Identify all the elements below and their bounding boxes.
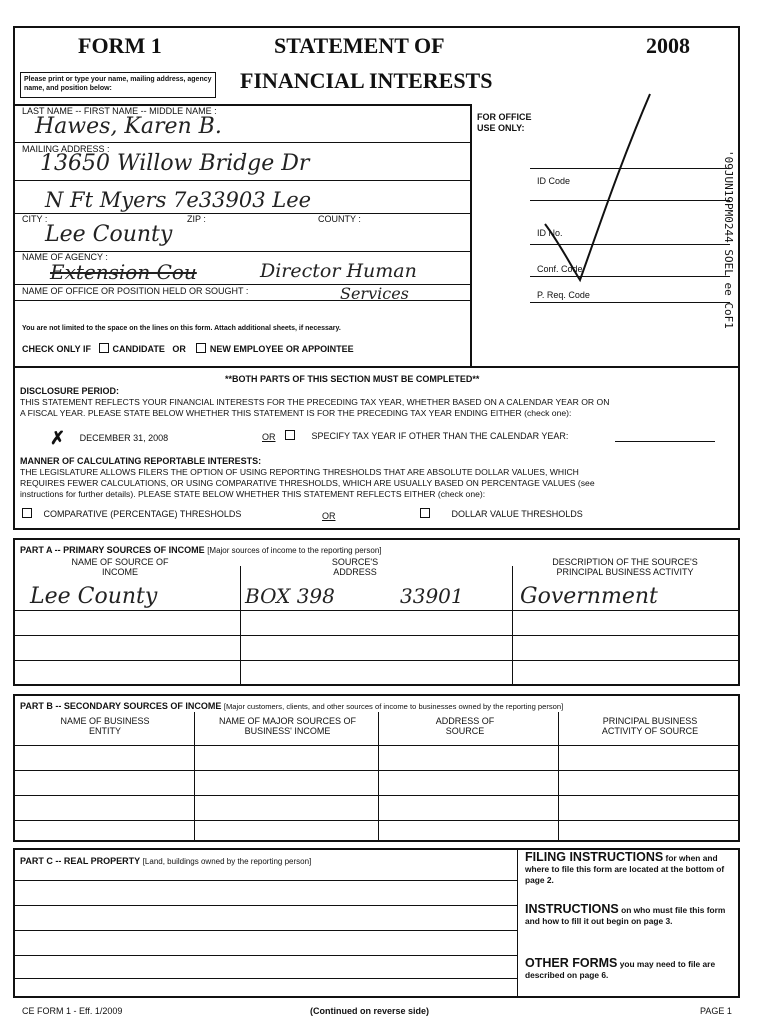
manner-text1: THE LEGISLATURE ALLOWS FILERS THE OPTION OF USING REPORTING THRESHOLDS THAT ARE ABSOLUTE DOLLAR VALUES, WHICH [20, 467, 579, 477]
filing-instructions [525, 852, 733, 886]
specify-label: SPECIFY TAX YEAR IF OTHER THAN THE CALENDAR YEAR: [311, 431, 569, 441]
part-a-subtitle: [Major sources of income to the reporting person] [207, 546, 382, 555]
filing-text: for when and where to file this form are located at the bottom of page 2. [525, 853, 725, 885]
received-stamp: '09JUN19PM0244 SOEL ee CoF1 [722, 150, 735, 329]
thresholds-or: OR [322, 511, 336, 521]
period-text1: THIS STATEMENT REFLECTS YOUR FINANCIAL INTERESTS FOR THE PRECEDING TAX YEAR, WHETHER BASED ON A CALENDAR YEAR OR ON [20, 397, 610, 407]
other-title: OTHER FORMS [525, 956, 618, 970]
part-c-heading [20, 856, 311, 866]
part-b-col4: PRINCIPAL BUSINESS ACTIVITY OF SOURCE [601, 716, 699, 736]
part-a-row1-addr[interactable]: BOX 398 [245, 584, 335, 608]
part-b-col3: ADDRESS OF SOURCE [435, 716, 495, 736]
form-year: 2008 [646, 33, 690, 58]
dollar-label: DOLLAR VALUE THRESHOLDS [451, 509, 583, 519]
office-use-label: FOR OFFICE USE ONLY: [477, 112, 532, 133]
agency-value[interactable]: Extension Cou [50, 260, 197, 284]
part-b-title: PART B -- SECONDARY SOURCES OF INCOME [20, 701, 222, 711]
agency-label: NAME OF AGENCY : [22, 252, 108, 262]
filing-title: FILING INSTRUCTIONS [525, 850, 664, 864]
form-number: FORM 1 [78, 33, 162, 58]
dec31-checkbox[interactable]: ✗ [50, 428, 66, 448]
dollar-row [420, 508, 583, 519]
form-title-line2: FINANCIAL INTERESTS [240, 68, 493, 93]
instructions-note [525, 904, 733, 927]
check-only-label: CHECK ONLY IF [22, 344, 92, 354]
print-note-box [20, 72, 216, 98]
space-note: You are not limited to the space on the lines on this form. Attach additional sheets, if necessary. [22, 325, 341, 332]
name-label: LAST NAME -- FIRST NAME -- MIDDLE NAME : [22, 106, 217, 116]
other-forms-note [525, 958, 733, 981]
period-or: OR [262, 432, 276, 442]
new-employee-label: NEW EMPLOYEE OR APPOINTEE [209, 344, 354, 354]
part-c-subtitle: [Land, buildings owned by the reporting person] [142, 857, 312, 866]
name-value[interactable]: Hawes, Karen B. [35, 114, 222, 139]
manner-text3: instructions for further details). PLEASE STATE BELOW WHETHER THIS STATEMENT REFLECTS EITHER (check one): [20, 489, 486, 499]
position-value-line1[interactable]: Director Human [260, 260, 417, 282]
part-b-col1: NAME OF BUSINESS ENTITY [60, 716, 150, 736]
conf-code-label: Conf. Code [537, 264, 583, 274]
specify-row [285, 430, 568, 441]
footer-right: PAGE 1 [700, 1006, 732, 1016]
part-a-title: PART A -- PRIMARY SOURCES OF INCOME [20, 545, 205, 555]
footer-center: (Continued on reverse side) [310, 1006, 430, 1016]
instr-text: on who must file this form and how to fill it out begin on page 3. [525, 905, 726, 926]
part-a-row1-name[interactable]: Lee County [30, 584, 158, 609]
part-b-col2: NAME OF MAJOR SOURCES OF BUSINESS' INCOME [218, 716, 356, 736]
or-label: OR [172, 344, 186, 354]
new-employee-checkbox[interactable] [196, 343, 206, 353]
part-a-row1-zip[interactable]: 33901 [400, 584, 464, 608]
manner-title: MANNER OF CALCULATING REPORTABLE INTERESTS: [20, 456, 262, 466]
part-a-heading [20, 545, 382, 555]
position-value-line2[interactable]: Services [340, 284, 409, 303]
id-no-label: ID No. [537, 228, 563, 238]
candidate-checkbox[interactable] [99, 343, 109, 353]
part-a-col3: DESCRIPTION OF THE SOURCE'S PRINCIPAL BUSINESS ACTIVITY [552, 557, 698, 577]
part-c-title: PART C -- REAL PROPERTY [20, 856, 141, 866]
mailing-label: MAILING ADDRESS : [22, 144, 110, 154]
comparative-label: COMPARATIVE (PERCENTAGE) THRESHOLDS [43, 509, 242, 519]
id-code-label: ID Code [537, 176, 571, 186]
city-label: CITY : [22, 214, 48, 224]
part-b-subtitle: [Major customers, clients, and other sources of income to businesses owned by the reporting person] [223, 702, 564, 711]
specify-checkbox[interactable] [285, 430, 295, 440]
instr-title: INSTRUCTIONS [525, 902, 619, 916]
period-title: DISCLOSURE PERIOD: [20, 386, 120, 396]
checkmark-icon [520, 84, 660, 304]
print-note: Please print or type your name, mailing address, agency name, and position below: [24, 76, 212, 92]
position-label: NAME OF OFFICE OR POSITION HELD OR SOUGHT : [22, 286, 249, 296]
preq-code-label: P. Req. Code [537, 290, 590, 300]
part-a-col1: NAME OF SOURCE OF INCOME [71, 557, 169, 577]
period-text2: A FISCAL YEAR. PLEASE STATE BELOW WHETHER THIS STATEMENT IS FOR THE PRECEDING TAX YEAR ENDING EITHER (check one): [20, 408, 572, 418]
footer-left: CE FORM 1 - Eff. 1/2009 [22, 1006, 123, 1016]
dollar-checkbox[interactable] [420, 508, 430, 518]
dec31-label: DECEMBER 31, 2008 [79, 433, 169, 443]
county-label: COUNTY : [318, 214, 361, 224]
candidate-label: CANDIDATE [112, 344, 165, 354]
comparative-row [22, 508, 241, 519]
check-only-row [22, 343, 354, 354]
part-a-row1-desc[interactable]: Government [520, 584, 658, 609]
disclosure-banner: **BOTH PARTS OF THIS SECTION MUST BE COMPLETED** [225, 374, 480, 384]
city-value[interactable]: Lee County [45, 222, 173, 247]
other-text: you may need to file are described on page 6. [525, 959, 716, 980]
manner-text2: REQUIRES FEWER CALCULATIONS, OR USING COMPARATIVE THRESHOLDS, WHICH ARE USUALLY BASED ON PERCENTAGE VALUES (see [20, 478, 595, 488]
part-b-heading [20, 701, 563, 711]
zip-label: ZIP : [187, 214, 206, 224]
specify-input[interactable] [615, 441, 715, 442]
dec31-row [50, 428, 168, 449]
mailing-line2[interactable]: N Ft Myers 7e33903 Lee [45, 188, 312, 212]
comparative-checkbox[interactable] [22, 508, 32, 518]
mailing-line1[interactable]: 13650 Willow Bridge Dr [40, 151, 310, 176]
part-a-col2: SOURCE'S ADDRESS [331, 557, 379, 577]
form-title-line1: STATEMENT OF [274, 33, 445, 58]
